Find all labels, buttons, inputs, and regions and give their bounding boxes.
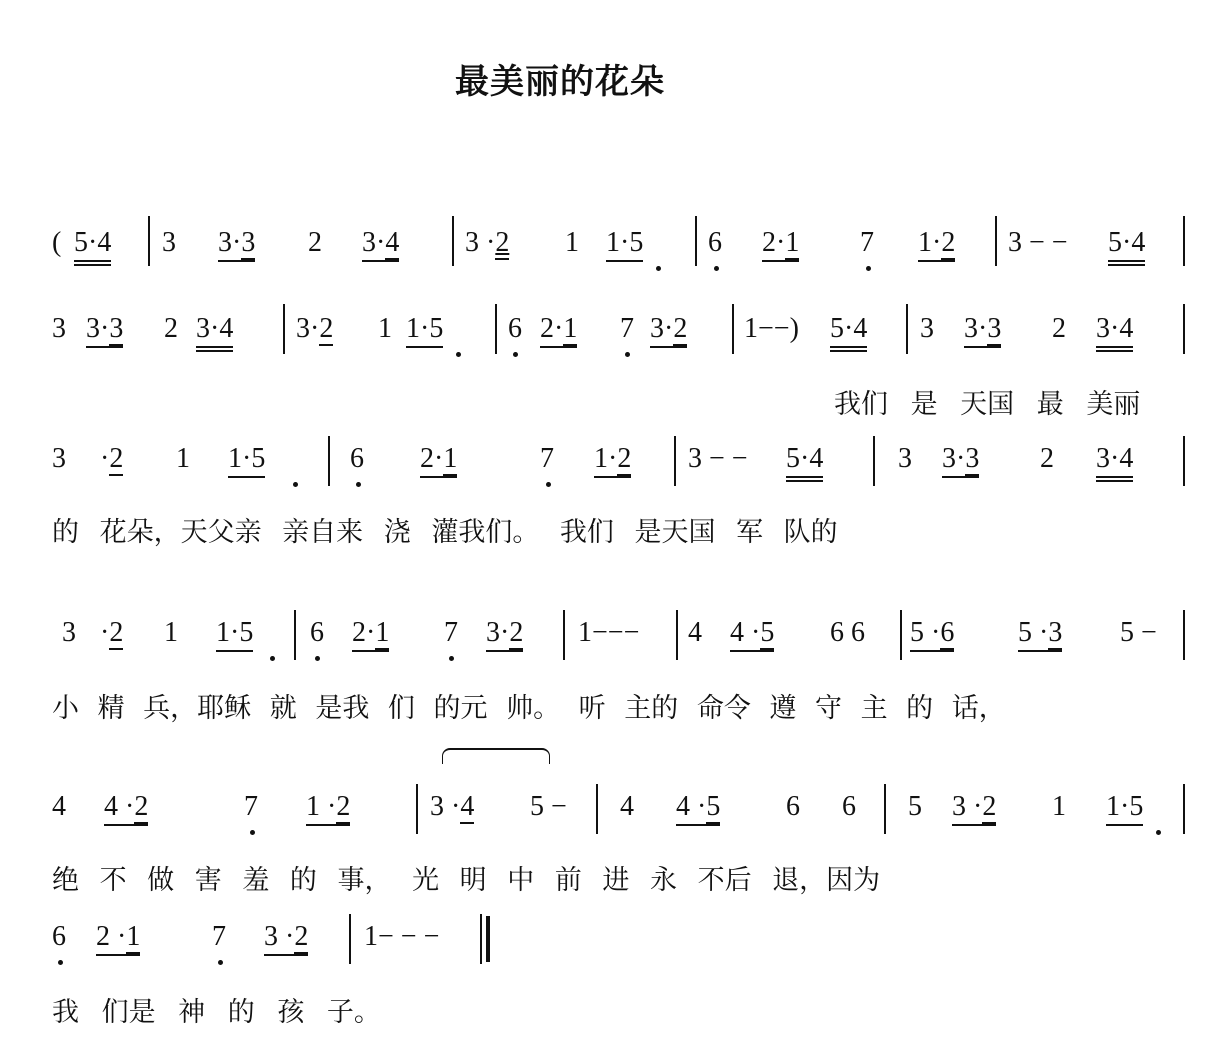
lyrics-line-2: 我们 是 天国 最 美丽 (834, 389, 1141, 420)
slur-mark (442, 748, 550, 764)
lyrics-line-6: 我 们是 神 的 孩 子。 (52, 997, 381, 1028)
lyrics-line-3: 的 花朵，天父亲 亲自来 浇 灌我们。 我们 是天国 军 队的 (52, 517, 838, 548)
lyrics-line-5: 绝 不 做 害 羞 的 事， 光 明 中 前 进 永 不后 退，因为 (52, 865, 881, 896)
final-barline (486, 916, 490, 962)
song-title: 最美丽的花朵 (455, 62, 665, 102)
lyrics-line-4: 小 精 兵，耶稣 就 是我 们 的元 帅。 听 主的 命令 遵 守 主 的 话， (52, 693, 1006, 724)
